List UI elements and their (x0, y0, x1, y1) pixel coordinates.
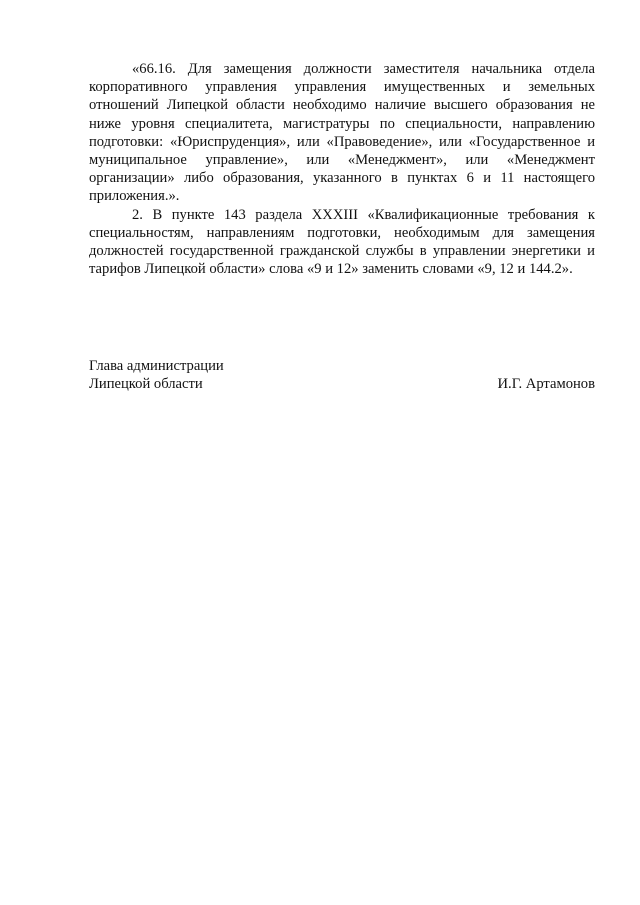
signatory-name: И.Г. Артамонов (497, 376, 595, 392)
signature-line (89, 375, 595, 393)
document-body (89, 60, 595, 278)
paragraph-66-16: «66.16. Для замещения должности заместителя начальника отдела корпоративного управления управления имущественных и земельных отношений Липецкой области необходимо наличие высшего образования не ниже уровня специалитета, магистратуры по специальности, направлению подготовки: «Юриспруденция», или «Правоведение», или «Государственное и муниципальное управление», или «Менеджмент», или «Менеджмент организации» либо образования, указанного в пунктах 6 и 11 настоящего приложения.». (89, 61, 595, 205)
paragraph-2: 2. В пункте 143 раздела XXXIII «Квалификационные требования к специальностям, направлениям подготовки, необходимым для замещения должностей государственной гражданской службы в управлении энергетики и тарифов Липецкой области» слова «9 и 12» заменить словами «9, 12 и 144.2». (89, 206, 595, 278)
signature-position-line2: Липецкой области (89, 376, 203, 392)
signature-position-line1: Глава администрации (89, 358, 224, 374)
signature-block (89, 357, 595, 393)
